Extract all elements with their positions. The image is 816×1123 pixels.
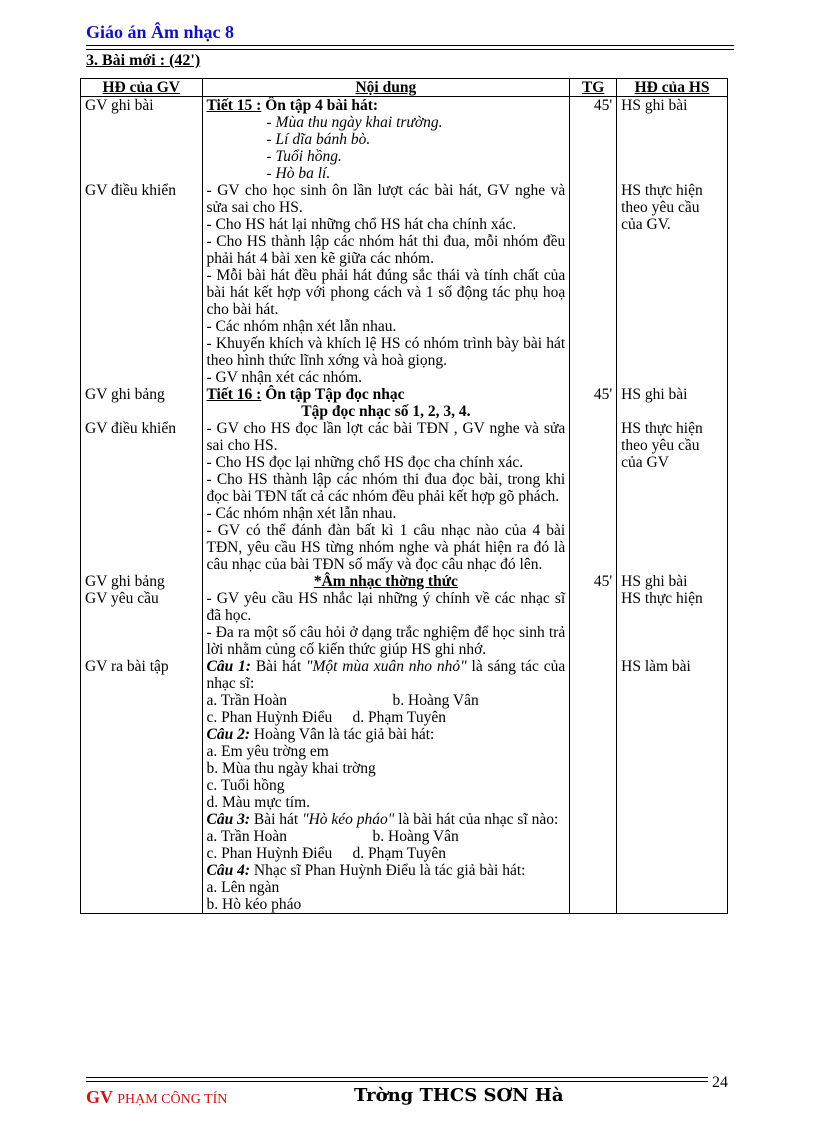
hs-line: HS thực hiện [621, 590, 703, 607]
header-hs-activity: HĐ của HS [617, 79, 728, 97]
page-number: 24 [712, 1074, 728, 1091]
time-cell [570, 420, 617, 573]
question-3: Câu 3: Bài hát "Hò kéo pháo" là bài hát của nhạc sĩ nào: [206, 811, 559, 828]
content-cell [202, 573, 570, 658]
activity-item: - Mỗi bài hát đều phải hát đúng sắc thái và tính chất của bài hát kết hợp với phong cách và 1 số động tác phụ hoạ cho bài hát. [206, 267, 566, 318]
section-title: 3. Bài mới : (42') [86, 52, 201, 69]
song-item: - Hò ba lí. [266, 165, 331, 182]
gv-cell: GV ghi bài [81, 97, 203, 183]
gv-line: GV ghi bảng [85, 573, 165, 590]
lesson-heading: *Âm nhạc thờng thức [313, 573, 458, 590]
footer-school: Trờng THCS SƠN Hà [354, 1085, 564, 1106]
activity-item: - Khuyến khích và khích lệ HS có nhóm trình bày bài hát theo hình thức lĩnh xớng và hoà giọng. [206, 335, 566, 369]
question-1: Câu 1: Bài hát "Một mùa xuân nho nhỏ" là sáng tác của nhạc sĩ: [206, 658, 566, 692]
content-cell [202, 386, 570, 420]
header-divider-secondary [86, 49, 734, 50]
hs-cell: HS làm bài [617, 658, 728, 914]
gv-cell: GV ra bài tập [81, 658, 203, 914]
activity-item: - GV cho học sinh ôn lần lượt các bài hát, GV nghe và sửa sai cho HS. [206, 182, 566, 216]
gv-cell: GV ghi bảng [81, 386, 203, 420]
footer-divider-secondary [86, 1081, 708, 1082]
activity-item: - Cho HS thành lập các nhóm thi đua đọc bài, trong khi đọc bài TĐN tất cả các nhóm đều phải kết hợp gõ phách. [206, 471, 566, 505]
table-row [81, 658, 728, 914]
content-cell [202, 97, 570, 183]
table-row [81, 182, 728, 386]
song-item: - Tuổi hồng. [266, 148, 342, 165]
question-2: Câu 2: Hoàng Vân là tác giả bài hát: [206, 726, 435, 743]
header-time: TG [570, 79, 617, 97]
hs-cell: HS ghi bài [617, 386, 728, 420]
gv-cell [81, 573, 203, 658]
activity-item: - Các nhóm nhận xét lẫn nhau. [206, 505, 397, 522]
answer-row: c. Phan Huỳnh Điểu d. Phạm Tuyên [206, 709, 446, 726]
answer-option: b. Hò kéo pháo [206, 896, 302, 913]
table-row [81, 97, 728, 183]
content-cell [202, 182, 570, 386]
table-row [81, 573, 728, 658]
activity-item: - Cho HS đọc lại những chổ HS đọc cha chính xác. [206, 454, 524, 471]
answer-row: a. Trần Hoàn b. Hoàng Vân [206, 828, 459, 845]
footer-divider [86, 1077, 708, 1078]
time-cell: 45' [570, 386, 617, 420]
header-divider [86, 45, 734, 46]
gv-cell: GV điều khiển [81, 420, 203, 573]
answer-option: d. Màu mực tím. [206, 794, 311, 811]
time-cell: 45' [570, 573, 617, 658]
song-item: - Mùa thu ngày khai trường. [266, 114, 443, 131]
answer-option: a. Em yêu trờng em [206, 743, 329, 760]
activity-item: - GV cho HS đọc lần lợt các bài TĐN , GV nghe và sửa sai cho HS. [206, 420, 566, 454]
activity-item: - Cho HS hát lại những chổ HS hát cha chính xác. [206, 216, 517, 233]
hs-cell [617, 573, 728, 658]
time-cell: 45' [570, 97, 617, 183]
hs-cell: HS ghi bài [617, 97, 728, 183]
gv-cell: GV điều khiển [81, 182, 203, 386]
lesson-plan-table [80, 78, 728, 914]
hs-line: HS ghi bài [621, 573, 688, 590]
answer-row: c. Phan Huỳnh Điểu d. Phạm Tuyên [206, 845, 446, 862]
gv-line: GV yêu cầu [85, 590, 159, 607]
table-row [81, 420, 728, 573]
lesson-heading: Tiết 16 : Ôn tập Tập đọc nhạc [206, 386, 405, 403]
content-cell [202, 420, 570, 573]
answer-row: a. Trần Hoàn b. Hoàng Vân [206, 692, 479, 709]
time-cell [570, 182, 617, 386]
question-4: Câu 4: Nhạc sĩ Phan Huỳnh Điểu là tác giả bài hát: [206, 862, 526, 879]
hs-cell: HS thực hiện theo yêu cầu của GV [617, 420, 728, 573]
answer-option: b. Mùa thu ngày khai trờng [206, 760, 376, 777]
activity-item: - GV yêu cầu HS nhắc lại những ý chính về các nhạc sĩ đã học. [206, 590, 566, 624]
time-cell [570, 658, 617, 914]
lesson-heading: Tiết 15 : Ôn tập 4 bài hát: [206, 97, 379, 114]
table-header-row [81, 79, 728, 97]
header-content: Nội dung [202, 79, 570, 97]
activity-item: - Các nhóm nhận xét lẫn nhau. [206, 318, 397, 335]
table-row [81, 386, 728, 420]
answer-option: a. Lên ngàn [206, 879, 280, 896]
lesson-subheading: Tập đọc nhạc số 1, 2, 3, 4. [301, 403, 471, 420]
activity-item: - Đa ra một số câu hỏi ở dạng trắc nghiệm để học sinh trả lời nhằm củng cố kiến thức giúp HS ghi nhớ. [206, 624, 566, 658]
song-item: - Lí dĩa bánh bò. [266, 131, 371, 148]
activity-item: - GV nhận xét các nhóm. [206, 369, 363, 386]
header-gv-activity: HĐ của GV [81, 79, 203, 97]
activity-item: - Cho HS thành lập các nhóm hát thi đua, mỗi nhóm đều phải hát 4 bài xen kẽ giữa các nhóm. [206, 233, 566, 267]
document-header-title: Giáo án Âm nhạc 8 [86, 22, 235, 42]
content-cell [202, 658, 570, 914]
answer-option: c. Tuổi hồng [206, 777, 285, 794]
footer-teacher: GV PHẠM CÔNG TÍN [86, 1087, 228, 1107]
hs-cell: HS thực hiện theo yêu cầu của GV. [617, 182, 728, 386]
activity-item: - GV có thể đánh đàn bất kì 1 câu nhạc nào của 4 bài TĐN, yêu cầu HS từng nhóm nghe và phát hiện ra đó là câu nhạc của bài TĐN số mấy và đọc câu nhạc đó lên. [206, 522, 566, 573]
